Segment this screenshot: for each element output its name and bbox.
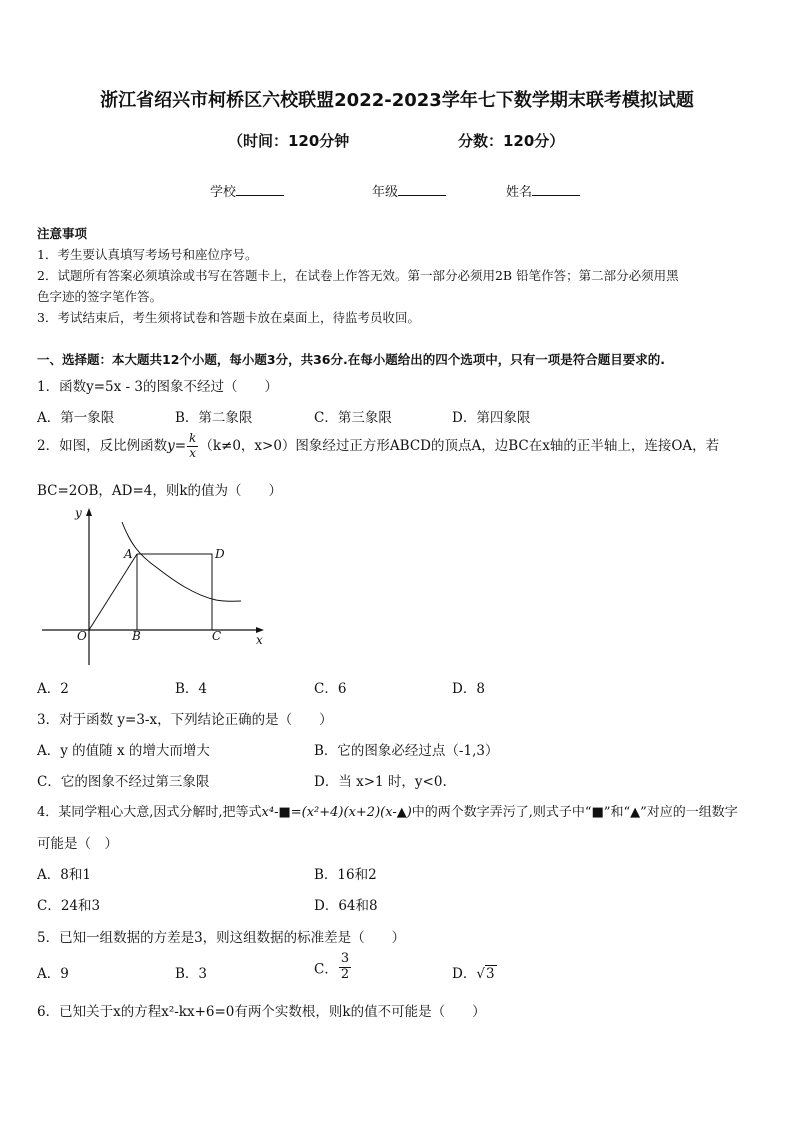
q3-option-c[interactable]: C．它的图象不经过第三象限 [37,774,210,790]
q2-fraction [187,432,198,461]
notes-heading: 注意事项 [37,226,88,241]
section-heading: 一、选择题：本大题共12个小题，每小题3分，共36分.在每小题给出的四个选项中，只有一项是符合题目要求的. [37,352,665,367]
note-item: 1．考生要认真填写考场号和座位序号。 [37,247,258,262]
q4-text-b: 中的两个数字弄污了,则式子中“■”和“▲”对应的一组数字 [411,805,738,820]
q1-stem: 1．函数y=5x - 3的图象不经过（ ） [37,379,278,395]
q2-text-a: 2．如图，反比例函数 [37,437,168,454]
q5-option-c-label: C． [314,961,338,978]
square-top-right [137,554,212,630]
q5-d-radicand: 3 [485,966,495,982]
label-y: y [75,506,82,520]
name-blank[interactable] [532,183,580,196]
q4-text-a: 4．某同学粗心大意,因式分解时,把等式 [37,805,262,820]
name-label: 姓名 [506,185,533,200]
q4-option-c[interactable]: C．24和3 [37,898,101,914]
sqrt-icon: √ [476,966,485,982]
q1-option-b[interactable]: B．第二象限 [175,410,253,426]
q2-stem-line2: BC=2OB，AD=4，则k的值为（ ） [37,483,283,499]
q6-stem [37,1000,486,1020]
q2-y: y [167,437,175,454]
school-blank[interactable] [236,183,284,196]
note-item: 色字迹的签字笔作答。 [37,289,163,304]
q6-text-b: 有两个实数根，则k的值不可能是（ ） [234,1004,486,1020]
q1-option-d[interactable]: D．第四象限 [452,410,531,426]
exam-score: 分数：120分） [458,132,565,150]
segment-oa [89,554,137,630]
q4-option-b[interactable]: B．16和2 [314,867,377,883]
label-b: B [132,629,141,643]
q4-stem [37,801,738,820]
q3-option-d[interactable]: D．当 x>1 时，y<0. [314,774,447,790]
q5-c-num: 3 [340,951,350,966]
page-title: 浙江省绍兴市柯桥区六校联盟2022-2023学年七下数学期末联考模拟试题 [100,90,694,111]
label-x: x [256,633,263,647]
q2-option-b[interactable]: B．4 [175,681,208,697]
q2-frac-den: x [189,445,197,460]
q2-figure [38,505,268,670]
q5-option-b[interactable]: B．3 [175,966,208,982]
q6-expression: x²-kx+6=0 [161,1004,235,1020]
q5-option-c-fraction [339,952,351,983]
y-axis-arrow [86,508,92,516]
q2-option-a[interactable]: A．2 [37,681,69,697]
q6-text-a: 6．已知关于x的方程 [37,1004,162,1020]
q2-text-b: （k≠0，x>0）图象经过正方形ABCD的顶点A，边BC在x轴的正半轴上，连接OA，若 [199,437,720,454]
q4-option-d[interactable]: D．64和8 [314,898,378,914]
q2-eq: = [174,437,187,454]
q5-option-a[interactable]: A．9 [37,966,69,982]
label-c: C [212,629,222,643]
label-d: D [215,547,225,561]
q2-option-c[interactable]: C．6 [314,681,347,697]
note-item: 2．试题所有答案必须填涂或书写在答题卡上，在试卷上作答无效。第一部分必须用2B 铅笔作答；第二部分必须用黑 [37,268,679,283]
grade-blank[interactable] [398,183,446,196]
label-o: O [77,629,87,643]
q5-stem: 5．已知一组数据的方差是3，则这组数据的标准差是（ ） [37,930,406,946]
q5-option-d-label: D． [452,966,477,982]
q4-option-a[interactable]: A．8和1 [37,867,91,883]
q2-frac-num: k [189,431,197,445]
name-field[interactable] [506,181,580,200]
q3-option-a[interactable]: A．y 的值随 x 的增大而增大 [37,743,210,759]
q3-stem: 3．对于函数 y=3-x，下列结论正确的是（ ） [37,712,333,728]
q3-option-b[interactable]: B．它的图象必经过点（-1,3） [314,743,499,759]
exam-time: （时间：120分钟 [228,132,350,150]
q5-c-den: 2 [340,966,350,982]
q4-stem-line2: 可能是（ ） [37,836,118,852]
label-a: A [124,547,133,561]
q2-stem [37,432,719,461]
grade-field[interactable] [372,181,446,200]
note-item: 3．考试结束后，考生须将试卷和答题卡放在桌面上，待监考员收回。 [37,310,420,325]
hyperbola-curve [122,522,241,601]
q5-option-d[interactable] [452,962,497,982]
school-field[interactable] [210,181,284,200]
q4-expression: x⁴-■=(x²+4)(x+2)(x-▲) [261,805,412,820]
q2-option-d[interactable]: D．8 [452,681,485,697]
q1-option-c[interactable]: C．第三象限 [314,410,392,426]
grade-label: 年级 [372,185,399,200]
school-label: 学校 [210,185,237,200]
q5-option-c[interactable] [314,952,352,983]
q1-option-a[interactable]: A．第一象限 [37,410,115,426]
